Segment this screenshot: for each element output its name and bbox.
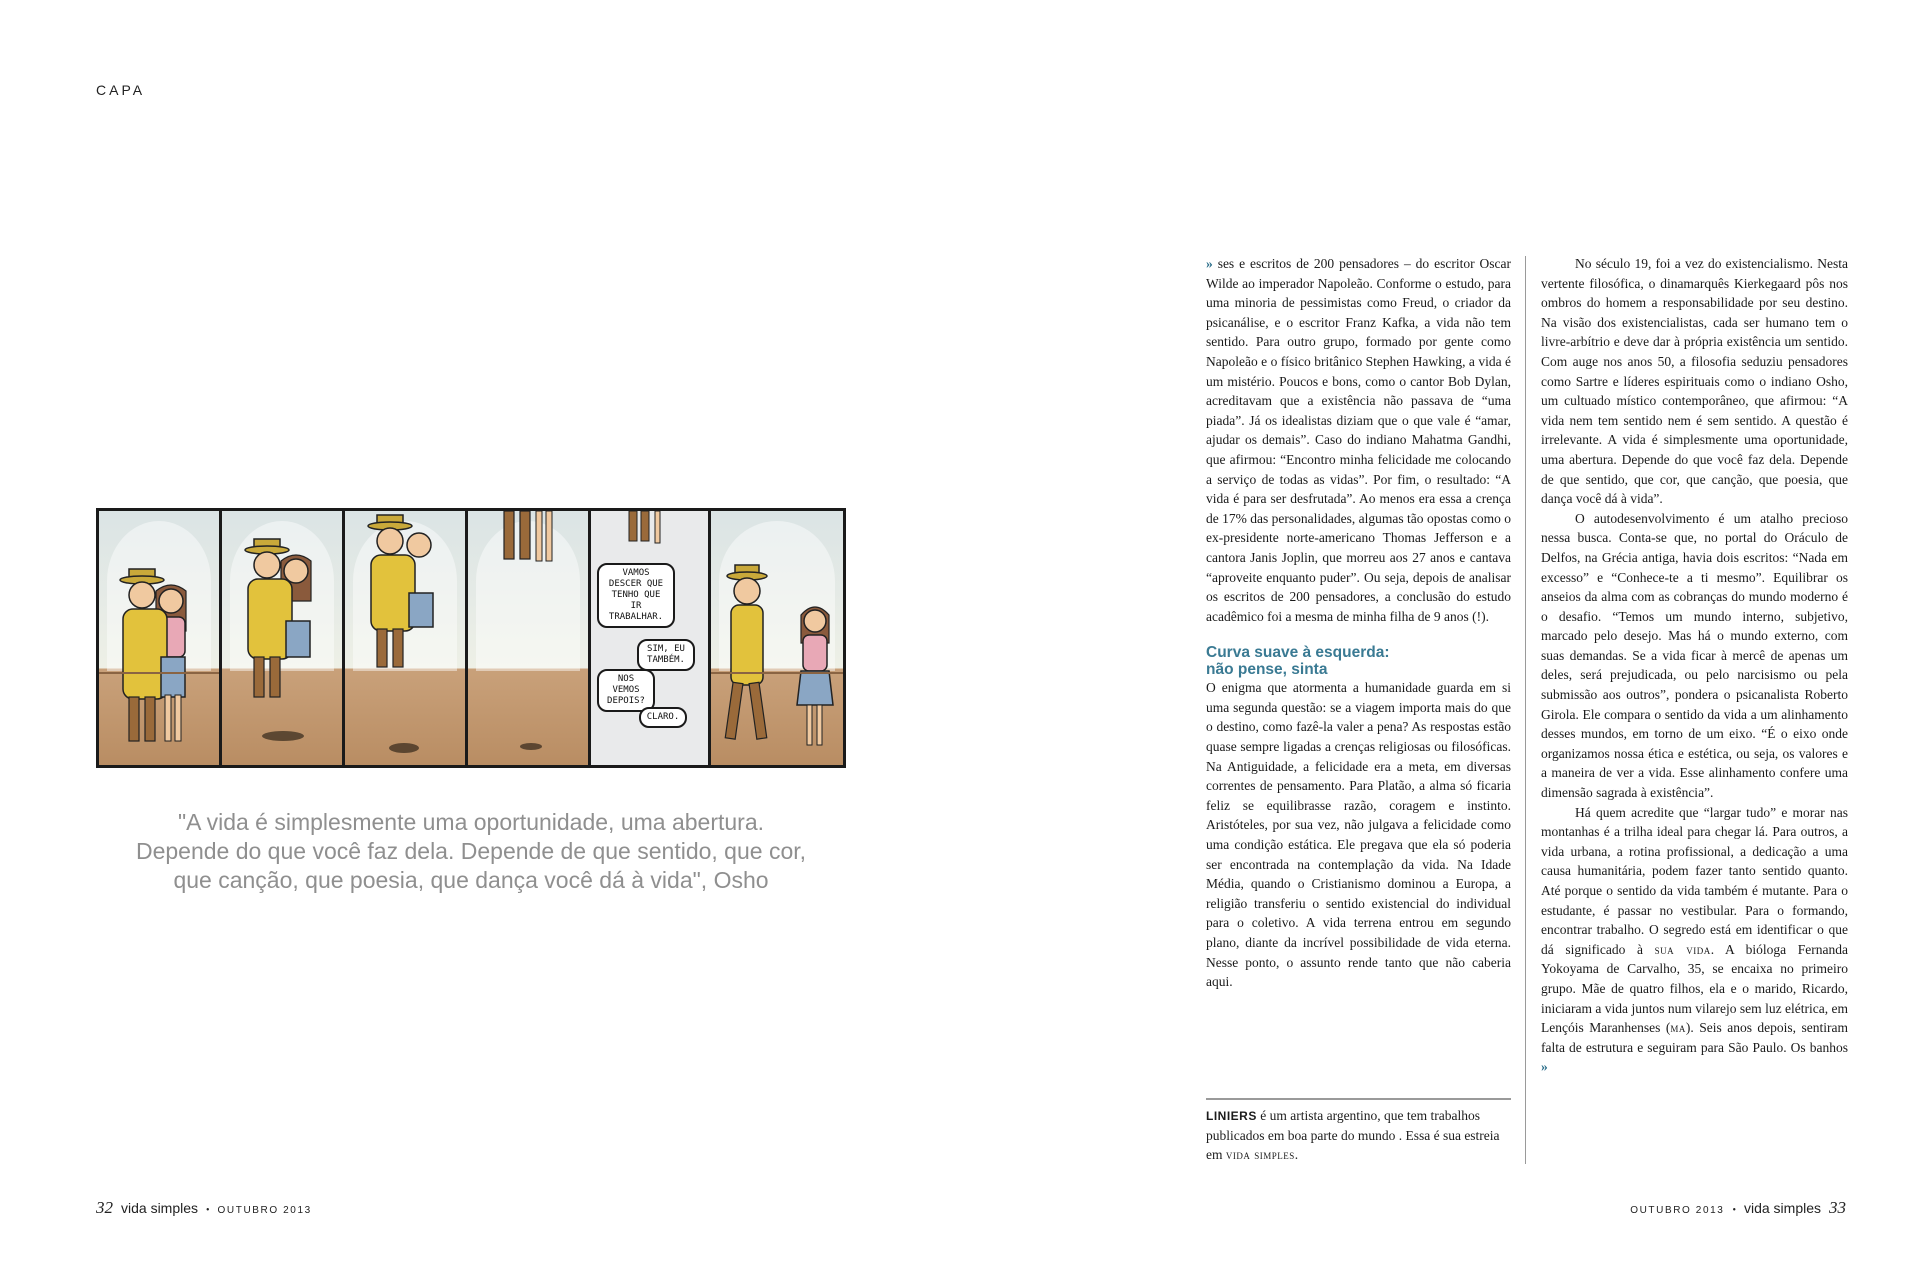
- credit-text: é um artista argentino, que tem trabalhos publicados em boa parte do mundo . Essa é sua estreia em: [1206, 1108, 1500, 1162]
- magazine-name: sua vida: [1654, 941, 1711, 957]
- magazine-name: vida simples: [1743, 1200, 1821, 1216]
- pull-quote-line: Depende do que você faz dela. Depende de que sentido, que cor,: [135, 838, 807, 864]
- state-abbrev: ma: [1670, 1020, 1686, 1036]
- paragraph-text: Há quem acredite que “largar tudo” e morar nas montanhas é a trilha ideal para chegar lá. Para outros, a vida urbana, a rotina profissional, a dedicação a uma causa humanitária, podem fazer tanto sentido quanto. Até porque o sentido da vida também é mutante. Para o estudante, é passar no vestibular. Para o formando, encontrar trabalho. O segredo está em identificar o que dá significado à: [1541, 804, 1848, 957]
- paragraph-text: . A bióloga Fernanda Yokoyama de Carvalho, 35, se encaixa no primeiro grupo. Mãe de quatro filhos, ela e o marido, Ricardo, iniciaram a vida juntos num vilarejo sem luz elétrica, em Lençóis Maranhenses (: [1541, 941, 1848, 1036]
- page-number: 33: [1829, 1198, 1846, 1217]
- speech-bubble-3: NOS VEMOS DEPOIS?: [597, 669, 655, 712]
- continues-mark: »: [1541, 1059, 1548, 1075]
- credit-end: .: [1294, 1147, 1299, 1162]
- speech-bubble-2: SIM, EU TAMBÉM.: [637, 639, 695, 671]
- article-paragraph: O autodesenvolvimento é um atalho precioso nessa busca. Conta-se que, no portal do Oráculo de Delfos, na Grécia antiga, havia dois escritos: “Nada em excesso” e “Conhece-te a ti mesmo”. Equilibrar os anseios da alma com as cobranças do mundo moderno é o desafio. “Temos um mundo interno, subjetivo, marcado pelo desejo. Mas há o mundo externo, com suas demandas. Se a vida ficar à mercê de apenas um deles, será prejudicada, ou pelo narcisismo ou pela submissão aos outros”, pondera o psicanalista Roberto Girola. Ele compara o sentido da vida a um alinhamento desses mundos, em torno de um eixo. “É o eixo onde organizamos nossa ética e estética, ou seja, os valores e a maneira de ver a vida. Esse alinhamento confere uma dimensão sagrada à existência”.: [1541, 510, 1848, 801]
- separator: •: [206, 1205, 210, 1216]
- article-paragraph: [1206, 254, 1511, 626]
- comic-panel-3: [342, 511, 465, 765]
- paragraph-text: ). Seis anos depois, sentiram falta de estrutura e seguiram para São Paulo. Os banhos: [1541, 1020, 1848, 1055]
- article-paragraph: O enigma que atormenta a humanidade guarda em si uma segunda questão: se a viagem importa mais do que o destino, como fazê-la valer a pena? As respostas estão quase sempre ligadas a crenças religiosas ou filosóficas. Na Antiguidade, a felicidade era a meta, em diversas correntes de pensamento. Para Platão, a alma só ficaria feliz se equilibrasse razão, coragem e instinto. Aristóteles, por sua vez, não julgava a felicidade como uma condição estática. Ele pregava que ela só poderia ser encontrada na contemplação da vida. Na Idade Média, quando o Cristianismo dominou a Europa, a religião transferiu o sentido existencial do individual para o coletivo. A vida terrena entrou em segundo plano, diante da incrível possibilidade de vida eterna. Nesse ponto, o assunto rende tanto que não caberia aqui.: [1206, 680, 1511, 990]
- comic-panel-5: [588, 511, 708, 765]
- comic-panel-1: [99, 511, 219, 765]
- subhead-line-1: Curva suave à esquerda:: [1206, 644, 1390, 662]
- comic-panel-2: [219, 511, 342, 765]
- floating-couple-figure: [236, 531, 336, 711]
- footer-right: [1630, 1198, 1846, 1218]
- section-label: CAPA: [96, 82, 146, 98]
- page-number: 32: [96, 1198, 113, 1217]
- hugging-couple-figure: [111, 561, 211, 751]
- article-paragraph: No século 19, foi a vez do existencialismo. Nesta vertente filosófica, o dinamarquês Kierkegaard pôs nos ombros do homem a responsabilidade por seu destino. Na visão dos existencialistas, cada ser humano tem o livre-arbítrio e deve dar à própria existência um sentido. Com auge nos anos 50, a filosofia seduziu pensadores como Sartre e líderes espirituais como o indiano Osho, um cultuado místico contemporâneo, que afirmou: “A vida nem tem sentido nem é sem sentido. A questão é irrelevante. A vida é simplesmente uma oportunidade, uma abertura. Depende do que você faz dela. Depende de que sentido, que cor, que canção, que poesia, que dança você dá à vida”.: [1541, 256, 1848, 507]
- legs-leaving-figure: [498, 511, 558, 581]
- speech-bubble-4: CLARO.: [639, 707, 687, 728]
- credit-magazine: vida simples: [1225, 1147, 1295, 1162]
- issue-date: OUTUBRO 2013: [217, 1205, 312, 1216]
- paragraph-text: ses e escritos de 200 pensadores – do escritor Oscar Wilde ao imperador Napoleão. Conforme o estudo, para uma minoria de pessimistas como Freud, o criador da psicanálise, e o escritor Franz Kafka, a vida não tem sentido. Para outro grupo, formado por gente como Napoleão e o físico britânico Stephen Hawking, a vida é um mistério. Poucos e bons, como o cantor Bob Dylan, acreditavam que a existência não passava de “uma piada”. Já os idealistas diziam que o que vale é “amar, ajudar os demais”. Caso do indiano Mahatma Gandhi, que afirmou: “Encontro minha felicidade me colocando a serviço de todas as vidas”. Por fim, o resultado: “A vida é para ser desfrutada”. Ao menos era essa a crença de 17% das personalidades, algumas tão opostas como o ex-presidente norte-americano Thomas Jefferson e a cantora Janis Joplin, que morreu aos 27 anos e cantava “aproveite enquanto puder”. Ou seja, depois de analisar os escritos de 200 pensadores, a conclusão do estudo acadêmico foi a mesma de minha filha de 9 anos (!).: [1206, 256, 1511, 624]
- woman-walking-figure: [793, 601, 838, 751]
- speech-bubble-1: VAMOS DESCER QUE TENHO QUE IR TRABALHAR.: [597, 563, 675, 628]
- article-paragraph: [1541, 803, 1848, 1077]
- continued-mark: »: [1206, 256, 1213, 271]
- article-column-1: [1206, 254, 1511, 992]
- subhead-line-2: não pense, sinta: [1206, 661, 1328, 679]
- footer-left: [96, 1198, 312, 1218]
- issue-date: OUTUBRO 2013: [1630, 1205, 1725, 1216]
- comic-panel-6: [708, 511, 843, 765]
- pull-quote-line: "A vida é simplesmente uma oportunidade, uma abertura.: [177, 809, 765, 835]
- rising-couple-figure: [359, 511, 459, 677]
- comic-panel-4: [465, 511, 588, 765]
- section-subhead: [1206, 644, 1511, 678]
- pull-quote-line: que canção, que poesia, que dança você dá à vida", Osho: [173, 867, 769, 893]
- article-column-2: [1541, 254, 1848, 1077]
- man-walking-figure: [719, 563, 779, 753]
- magazine-name: vida simples: [121, 1200, 199, 1216]
- pull-quote: [96, 808, 846, 895]
- separator: •: [1732, 1205, 1736, 1216]
- feet-top-figure: [625, 511, 675, 551]
- credit-name: LINIERS: [1206, 1109, 1257, 1123]
- illustrator-credit: [1206, 1098, 1511, 1164]
- comic-strip: [96, 508, 846, 768]
- column-divider: [1525, 256, 1526, 1164]
